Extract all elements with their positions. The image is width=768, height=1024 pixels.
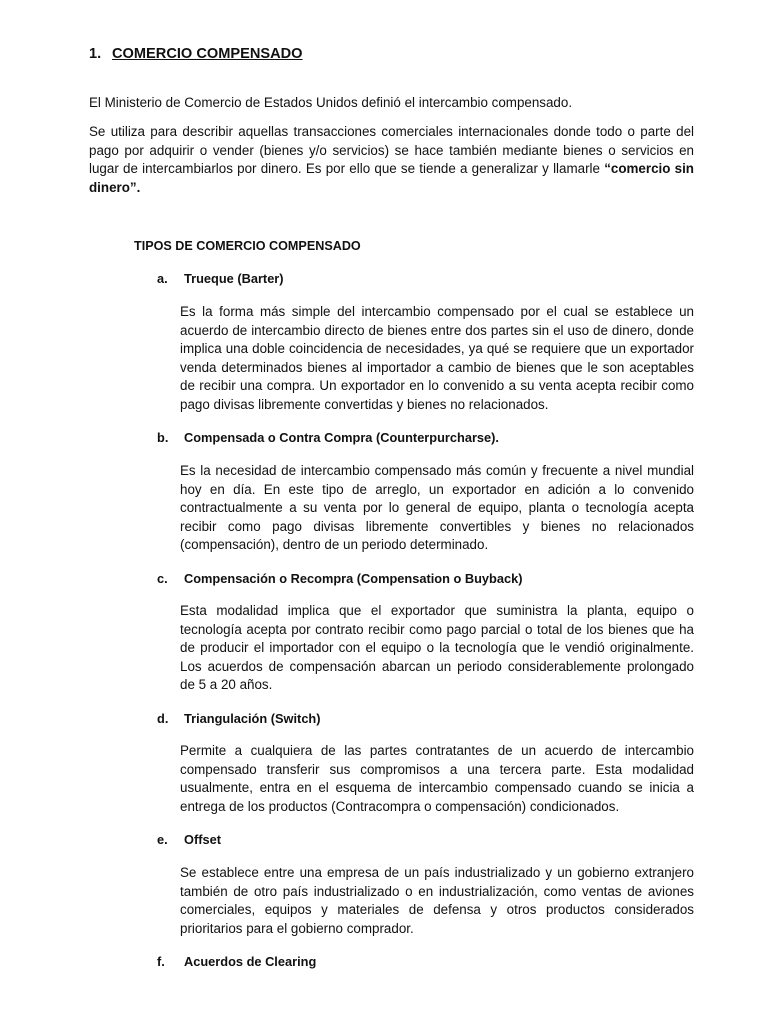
item-body-d: Permite a cualquiera de las partes contratantes de un acuerdo de intercambio compensado transferir sus compromisos a una tercera parte. Esta modalidad usualmente, entra en el esquema de intercambio compensado cuando se inicia a entrega de los productos (Contracompra o compensación) condicionados. [180,743,694,814]
item-letter: a. [157,271,168,286]
item-title-text: Acuerdos de Clearing [184,954,317,969]
types-subtitle: TIPOS DE COMERCIO COMPENSADO [134,239,361,253]
item-body-c: Esta modalidad implica que el exportador que suministra la planta, equipo o tecnología acepta por contrato recibir como pago parcial o total de los bienes que ha de producir el importador con el equipo o la tecnología que le vendió originalmente. Los acuerdos de compensación abarcan un periodo considerablemente prolongado de 5 a 20 años. [180,603,694,693]
item-letter: d. [157,711,169,726]
item-title-b [157,429,499,448]
item-title-text: Trueque (Barter) [184,271,284,286]
intro-paragraph-2-text: Se utiliza para describir aquellas transacciones comerciales internacionales donde todo o parte del pago por adquirir o vender (bienes y/o servicios) se hace también mediante bienes o servicios en lugar de intercambiarlos por dinero. Es por ello que se tiende a generalizar y llamarle [89,124,694,177]
item-body-b: Es la necesidad de intercambio compensado más común y frecuente a nivel mundial hoy en día. En este tipo de arreglo, un exportador en adición a lo convenido contractualmente a su venta por lo general de equipo, planta o tecnología acepta recibir como pago divisas libremente convertibles y bienes no relacionados (compensación), dentro de un periodo determinado. [180,463,694,553]
item-title-text: Compensación o Recompra (Compensation o Buyback) [184,571,523,586]
item-title-f [157,953,316,972]
section-heading [89,45,303,64]
intro-paragraph-2-bold: “comercio sin dinero”. [89,161,694,195]
intro-paragraph-2 [89,123,694,197]
item-title-a [157,270,284,289]
item-letter: e. [157,832,168,847]
item-title-text: Compensada o Contra Compra (Counterpurcharse). [184,430,499,445]
item-title-text: Triangulación (Switch) [184,711,321,726]
item-title-e [157,831,221,850]
item-letter: c. [157,571,168,586]
intro-paragraph-1: El Ministerio de Comercio de Estados Unidos definió el intercambio compensado. [89,95,573,110]
item-title-c [157,570,522,589]
item-title-d [157,710,321,729]
item-letter: f. [157,954,165,969]
item-title-text: Offset [184,832,221,847]
item-body-a: Es la forma más simple del intercambio compensado por el cual se establece un acuerdo de intercambio directo de bienes entre dos partes sin el uso de dinero, donde implica una doble coincidencia de necesidades, ya qué se requiere que un exportador venda determinados bienes al importador a cambio de bienes que le son aceptables de recibir una compra. Un exportador en lo convenido a su venta acepta recibir como pago divisas libremente convertidas y bienes no relacionados. [180,304,694,412]
heading-title: COMERCIO COMPENSADO [112,46,303,62]
item-letter: b. [157,430,169,445]
heading-number: 1. [89,46,102,62]
item-body-e: Se establece entre una empresa de un país industrializado y un gobierno extranjero también de otro país industrializado o en industrialización, como ventas de aviones comerciales, equipos y materiales de defensa y otros productos considerados prioritarios para el gobierno comprador. [180,865,694,936]
